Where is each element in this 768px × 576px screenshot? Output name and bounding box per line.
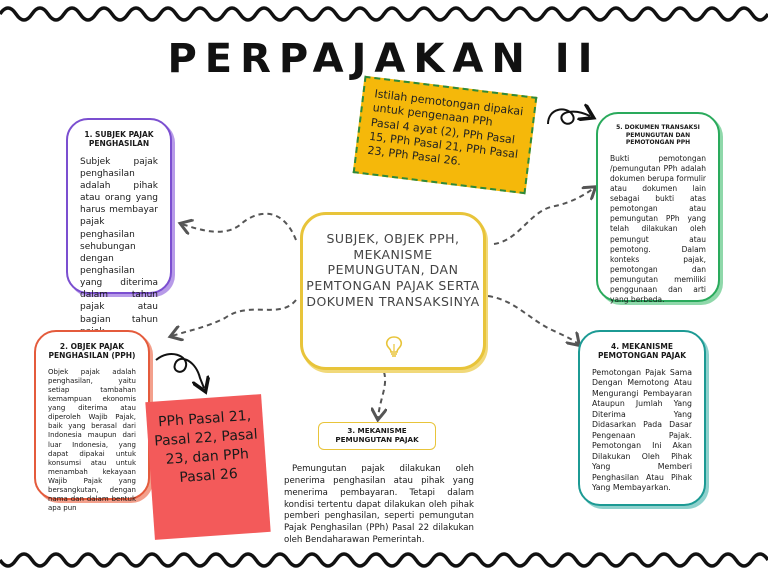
mekanisme-pemotongan-body: Pemotongan Pajak Sama Dengan Memotong Atau Mengurangi Pembayaran Ataupun Jumlah Yang Diterima Yang Didasarkan Pada Dasar Pengenaan Pajak. Pemotongan Ini Akan Dilakukan Oleh Pihak Yang Memberi Penghasilan Atau Pihak Yang Membayarkan. — [592, 367, 692, 493]
mekanisme-pemotongan-card — [578, 330, 706, 506]
curly-arrow-to-dokumen — [548, 109, 590, 124]
page-title: PERPAJAKAN II — [167, 36, 601, 82]
lightbulb-icon — [383, 335, 405, 359]
top-wavy-border — [0, 0, 768, 24]
mekanisme-pemotongan-title: 4. MEKANISME PEMOTONGAN PAJAK — [597, 342, 687, 361]
arrow-to-objek — [172, 300, 296, 336]
arrow-to-subjek — [182, 214, 296, 240]
objek-pajak-title: 2. OBJEK PAJAK PENGHASILAN (PPH) — [48, 342, 136, 361]
subjek-pajak-card — [66, 118, 172, 325]
arrow-to-pemungutan — [378, 372, 385, 418]
curly-arrow-to-red-box — [156, 354, 204, 388]
subjek-pajak-body: Subjek pajak penghasilan adalah pihak atau orang yang harus membayar pajak penghasilan sehubungan dengan penghasilan yang diterima dalam tahun pajak atau bagian tahun — [80, 156, 158, 325]
arrow-to-pemotongan — [488, 296, 578, 344]
mekanisme-pemungutan-body: Pemungutan pajak dilakukan oleh penerima penghasilan atau pihak yang menerima pembayaran. Tetapi dalam kondisi tertentu dapat dilakukan oleh pihak pemberi penghasilan, seperti pemungutan Pajak Penghasilan (PPh) Pasal 22 dilakukan oleh Bendaharawan Pemerintah. — [284, 464, 474, 546]
dokumen-transaksi-title: 5. DOKUMEN TRANSAKSI PEMUNGUTAN DAN PEMOTONGAN PPH — [616, 124, 700, 146]
pemotongan-note: Istilah pemotongan dipakai untuk pengenaan PPh Pasal 4 ayat (2), PPh Pasal 15, PPh Pasal 21, PPh Pasal 23, PPh Pasal 26. — [353, 76, 538, 194]
dokumen-transaksi-card — [596, 112, 720, 305]
bottom-wavy-border — [0, 548, 768, 572]
objek-pajak-body: Objek pajak adalah penghasilan, yaitu setiap tambahan kemampuan ekonomis yang diterima atau diperoleh Wajib Pajak, baik yang berasal dari Indonesia maupun dari luar Indonesia, yang dapat dipakai untuk konsumsi atau untuk menambah kekayaan Wajib Pajak yang bersangkutan, dengan nama dan dalam bentuk apa pun — [48, 367, 136, 513]
pph-pasal-box: PPh Pasal 21, Pasal 22, Pasal 23, dan PPh Pasal 26 — [145, 394, 270, 540]
subjek-pajak-title: 1. SUBJEK PAJAK PENGHASILAN — [84, 130, 154, 149]
arrow-to-dokumen — [494, 188, 594, 244]
central-topic-text: SUBJEK, OBJEK PPH, MEKANISME PEMUNGUTAN, DAN PEMTONGAN PAJAK SERTA DOKUMEN TRANSAKSINYA — [306, 231, 480, 309]
objek-pajak-card — [34, 330, 150, 513]
dokumen-transaksi-body: Bukti pemotongan /pemungutan PPh adalah dokumen berupa formulir atau dokumen lain sebagai bukti atas pemotongan atau pemungutan PPh yang telah dilakukan oleh pemungut atau pemotong. Dalam konteks pajak, pemotongan dan pemungutan memiliki penggunaan dan arti yang berbeda. — [610, 153, 706, 305]
central-topic — [300, 212, 486, 370]
mekanisme-pemungutan-title: 3. MEKANISME PEMUNGUTAN PAJAK — [318, 422, 436, 450]
